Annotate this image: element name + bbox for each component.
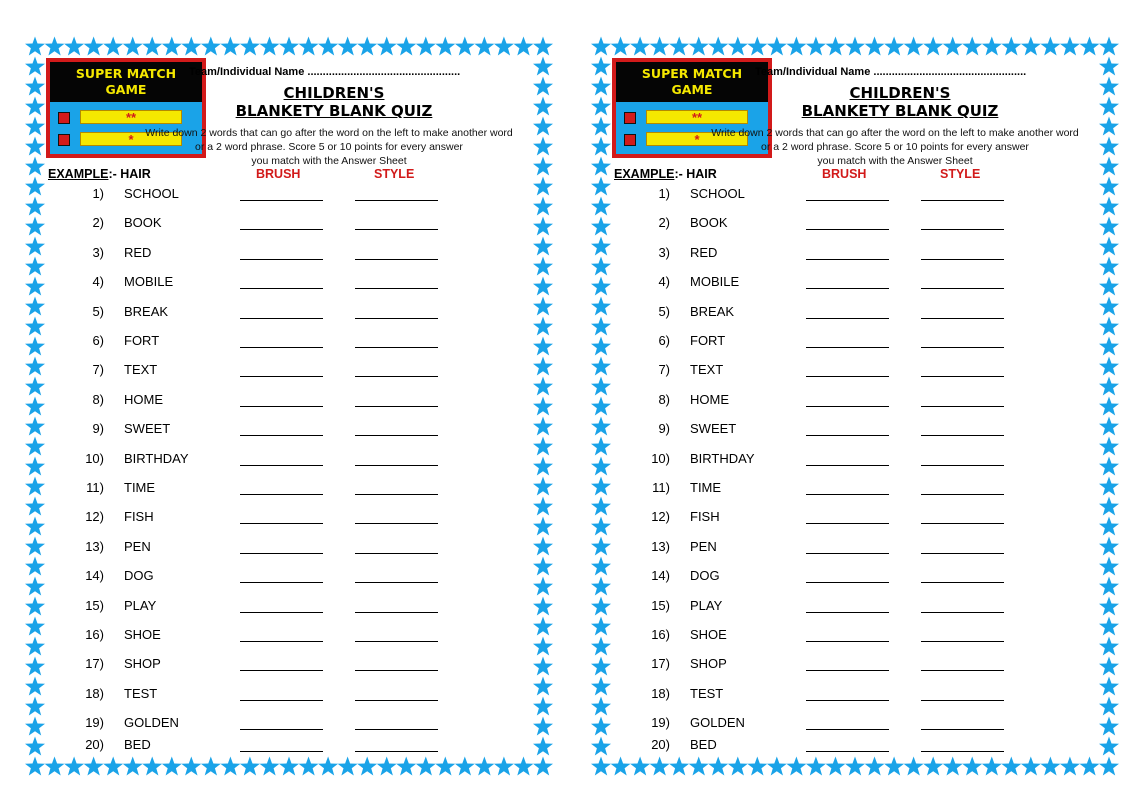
answer-1-blank[interactable] bbox=[806, 729, 889, 730]
answer-2-blank[interactable] bbox=[355, 465, 438, 466]
answer-1-blank[interactable] bbox=[240, 376, 323, 377]
logo-bar-2: * bbox=[646, 132, 748, 146]
answer-2-blank[interactable] bbox=[355, 523, 438, 524]
answer-1-blank[interactable] bbox=[806, 494, 889, 495]
question-row bbox=[24, 274, 554, 294]
example-answer-2: STYLE bbox=[940, 167, 981, 181]
answer-2-blank[interactable] bbox=[355, 229, 438, 230]
question-word: FORT bbox=[690, 333, 726, 348]
question-row bbox=[24, 245, 554, 265]
question-row bbox=[590, 362, 1120, 382]
logo-button-icon bbox=[58, 134, 70, 146]
question-number: 20) bbox=[85, 737, 104, 753]
question-number: 17) bbox=[651, 656, 670, 672]
question-number: 19) bbox=[651, 715, 670, 731]
answer-2-blank[interactable] bbox=[355, 641, 438, 642]
instruction-line: you match with the Answer Sheet bbox=[817, 155, 973, 167]
question-row bbox=[24, 186, 554, 206]
example-label: EXAMPLE bbox=[614, 167, 675, 181]
answer-2-blank[interactable] bbox=[921, 641, 1004, 642]
question-row bbox=[590, 480, 1120, 500]
example-word: HAIR bbox=[686, 167, 717, 181]
answer-2-blank[interactable] bbox=[355, 347, 438, 348]
answer-2-blank[interactable] bbox=[921, 751, 1004, 752]
answer-1-blank[interactable] bbox=[240, 523, 323, 524]
example-row bbox=[614, 167, 717, 181]
answer-2-blank[interactable] bbox=[355, 259, 438, 260]
answer-1-blank[interactable] bbox=[806, 288, 889, 289]
question-word: PEN bbox=[124, 538, 151, 554]
example-row bbox=[48, 167, 151, 181]
question-number: 4) bbox=[92, 274, 104, 290]
answer-1-blank[interactable] bbox=[240, 729, 323, 730]
team-name-label: Team/Individual Name .................................................. bbox=[189, 66, 461, 78]
answer-1-blank[interactable] bbox=[240, 259, 323, 260]
logo-line2: GAME bbox=[671, 82, 713, 97]
quiz-sheet-right bbox=[590, 36, 1120, 778]
question-number: 6) bbox=[92, 333, 104, 348]
answer-1-blank[interactable] bbox=[240, 347, 323, 348]
question-word: TIME bbox=[690, 480, 722, 495]
instructions bbox=[700, 126, 1090, 168]
logo-bar-1: ** bbox=[80, 110, 182, 124]
question-word: SWEET bbox=[124, 421, 171, 437]
question-number: 5) bbox=[92, 303, 104, 319]
question-number: 5) bbox=[658, 303, 670, 319]
answer-1-blank[interactable] bbox=[240, 641, 323, 642]
question-word: BOOK bbox=[690, 215, 728, 231]
logo-line1: SUPER MATCH bbox=[75, 66, 177, 81]
answer-2-blank[interactable] bbox=[921, 376, 1004, 377]
question-row bbox=[590, 333, 1120, 353]
answer-2-blank[interactable] bbox=[921, 229, 1004, 230]
question-word: HOME bbox=[124, 391, 163, 407]
question-word: SCHOOL bbox=[124, 186, 179, 201]
quiz-sheet-left bbox=[24, 36, 554, 778]
question-row bbox=[24, 568, 554, 588]
question-word: FORT bbox=[124, 333, 160, 348]
answer-2-blank[interactable] bbox=[921, 406, 1004, 407]
question-number: 10) bbox=[651, 450, 670, 466]
question-word: TEXT bbox=[124, 362, 158, 378]
question-number: 3) bbox=[658, 244, 670, 260]
answer-1-blank[interactable] bbox=[240, 229, 323, 230]
answer-2-blank[interactable] bbox=[355, 200, 438, 201]
answer-2-blank[interactable] bbox=[355, 670, 438, 671]
question-row bbox=[590, 421, 1120, 441]
question-word: DOG bbox=[690, 568, 720, 584]
question-word: BIRTHDAY bbox=[690, 450, 755, 466]
question-word: SWEET bbox=[690, 421, 737, 437]
instruction-line: Write down 2 words that can go after the word on the left to make another word bbox=[711, 127, 1079, 139]
answer-1-blank[interactable] bbox=[806, 376, 889, 377]
example-answer-1: BRUSH bbox=[822, 167, 867, 181]
question-row bbox=[24, 715, 554, 735]
answer-2-blank[interactable] bbox=[921, 612, 1004, 613]
question-word: SHOP bbox=[690, 656, 727, 672]
quiz-title-line2: BLANKETY BLANK QUIZ bbox=[801, 102, 999, 120]
quiz-title-line1: CHILDREN'S bbox=[283, 84, 385, 102]
question-number: 7) bbox=[658, 362, 670, 378]
question-word: SHOP bbox=[124, 656, 161, 672]
question-number: 15) bbox=[651, 597, 670, 613]
question-word: SCHOOL bbox=[690, 186, 745, 201]
question-number: 3) bbox=[92, 244, 104, 260]
question-row bbox=[24, 392, 554, 412]
question-row bbox=[590, 656, 1120, 676]
question-number: 18) bbox=[85, 685, 104, 701]
answer-2-blank[interactable] bbox=[921, 465, 1004, 466]
logo-line2: GAME bbox=[105, 82, 147, 97]
example-answer-1: BRUSH bbox=[256, 167, 301, 181]
question-row bbox=[24, 215, 554, 235]
question-row bbox=[590, 737, 1120, 757]
answer-2-blank[interactable] bbox=[921, 523, 1004, 524]
logo-bar-1: ** bbox=[646, 110, 748, 124]
question-row bbox=[24, 333, 554, 353]
answer-2-blank[interactable] bbox=[921, 318, 1004, 319]
question-word: BIRTHDAY bbox=[124, 450, 189, 466]
question-number: 16) bbox=[85, 627, 104, 642]
answer-2-blank[interactable] bbox=[921, 582, 1004, 583]
answer-2-blank[interactable] bbox=[921, 494, 1004, 495]
answer-2-blank[interactable] bbox=[355, 582, 438, 583]
question-number: 8) bbox=[658, 391, 670, 407]
answer-2-blank[interactable] bbox=[355, 318, 438, 319]
question-row bbox=[590, 715, 1120, 735]
question-number: 7) bbox=[92, 362, 104, 378]
question-number: 9) bbox=[658, 421, 670, 437]
question-number: 19) bbox=[85, 715, 104, 731]
example-separator: :- bbox=[108, 167, 121, 181]
question-word: RED bbox=[124, 244, 152, 260]
question-number: 17) bbox=[85, 656, 104, 672]
answer-1-blank[interactable] bbox=[806, 200, 889, 201]
question-row bbox=[590, 274, 1120, 294]
question-number: 10) bbox=[85, 450, 104, 466]
question-number: 14) bbox=[651, 568, 670, 584]
question-number: 11) bbox=[86, 480, 104, 495]
answer-1-blank[interactable] bbox=[806, 641, 889, 642]
question-word: TEST bbox=[124, 685, 158, 701]
answer-1-blank[interactable] bbox=[806, 347, 889, 348]
instruction-line: Write down 2 words that can go after the word on the left to make another word bbox=[145, 127, 513, 139]
question-word: GOLDEN bbox=[690, 715, 745, 731]
answer-2-blank[interactable] bbox=[921, 288, 1004, 289]
question-number: 4) bbox=[658, 274, 670, 290]
answer-2-blank[interactable] bbox=[921, 435, 1004, 436]
question-word: PLAY bbox=[690, 597, 723, 613]
question-word: BREAK bbox=[690, 303, 735, 319]
answer-1-blank[interactable] bbox=[240, 288, 323, 289]
instructions bbox=[134, 126, 524, 168]
example-word: HAIR bbox=[120, 167, 151, 181]
question-number: 2) bbox=[92, 215, 104, 231]
answer-1-blank[interactable] bbox=[806, 229, 889, 230]
question-row bbox=[590, 627, 1120, 647]
answer-2-blank[interactable] bbox=[921, 700, 1004, 701]
question-row bbox=[590, 568, 1120, 588]
question-word: GOLDEN bbox=[124, 715, 179, 731]
question-row bbox=[24, 421, 554, 441]
question-word: TIME bbox=[124, 480, 156, 495]
answer-2-blank[interactable] bbox=[355, 553, 438, 554]
question-word: TEXT bbox=[690, 362, 724, 378]
answer-1-blank[interactable] bbox=[806, 700, 889, 701]
answer-2-blank[interactable] bbox=[355, 700, 438, 701]
question-number: 20) bbox=[651, 737, 670, 753]
logo-bar-2: * bbox=[80, 132, 182, 146]
question-number: 9) bbox=[92, 421, 104, 437]
example-separator: :- bbox=[674, 167, 687, 181]
answer-1-blank[interactable] bbox=[240, 465, 323, 466]
answer-2-blank[interactable] bbox=[921, 200, 1004, 201]
question-word: TEST bbox=[690, 685, 724, 701]
question-word: BREAK bbox=[124, 303, 169, 319]
question-number: 8) bbox=[92, 391, 104, 407]
answer-2-blank[interactable] bbox=[355, 612, 438, 613]
logo-button-icon bbox=[624, 134, 636, 146]
answer-1-blank[interactable] bbox=[240, 318, 323, 319]
question-row bbox=[24, 480, 554, 500]
answer-1-blank[interactable] bbox=[806, 406, 889, 407]
answer-2-blank[interactable] bbox=[921, 259, 1004, 260]
answer-1-blank[interactable] bbox=[240, 435, 323, 436]
question-number: 1) bbox=[658, 186, 670, 201]
question-word: MOBILE bbox=[690, 274, 740, 290]
question-row bbox=[590, 509, 1120, 529]
question-number: 6) bbox=[658, 333, 670, 348]
answer-1-blank[interactable] bbox=[240, 700, 323, 701]
question-row bbox=[590, 304, 1120, 324]
question-row bbox=[24, 509, 554, 529]
question-row bbox=[24, 304, 554, 324]
answer-2-blank[interactable] bbox=[355, 376, 438, 377]
question-number: 13) bbox=[651, 538, 670, 554]
question-word: PLAY bbox=[124, 597, 157, 613]
quiz-title-line2: BLANKETY BLANK QUIZ bbox=[235, 102, 433, 120]
logo-line1: SUPER MATCH bbox=[641, 66, 743, 81]
question-word: MOBILE bbox=[124, 274, 174, 290]
answer-1-blank[interactable] bbox=[806, 523, 889, 524]
question-row bbox=[590, 245, 1120, 265]
question-number: 13) bbox=[85, 538, 104, 554]
question-row bbox=[590, 215, 1120, 235]
quiz-title-line1: CHILDREN'S bbox=[849, 84, 951, 102]
answer-1-blank[interactable] bbox=[806, 553, 889, 554]
question-row bbox=[590, 186, 1120, 206]
question-row bbox=[590, 451, 1120, 471]
question-number: 1) bbox=[92, 186, 104, 201]
question-row bbox=[24, 627, 554, 647]
question-word: PEN bbox=[690, 538, 717, 554]
question-number: 2) bbox=[658, 215, 670, 231]
question-word: FISH bbox=[690, 509, 720, 525]
question-number: 14) bbox=[85, 568, 104, 584]
question-row bbox=[24, 539, 554, 559]
answer-1-blank[interactable] bbox=[806, 751, 889, 752]
instruction-line: or a 2 word phrase. Score 5 or 10 points for every answer bbox=[761, 141, 1029, 153]
answer-1-blank[interactable] bbox=[240, 582, 323, 583]
question-number: 18) bbox=[651, 685, 670, 701]
question-row bbox=[24, 686, 554, 706]
question-row bbox=[24, 362, 554, 382]
answer-2-blank[interactable] bbox=[921, 670, 1004, 671]
question-word: BED bbox=[124, 737, 151, 753]
answer-2-blank[interactable] bbox=[921, 729, 1004, 730]
question-row bbox=[24, 656, 554, 676]
example-label: EXAMPLE bbox=[48, 167, 109, 181]
question-number: 12) bbox=[651, 509, 670, 525]
answer-1-blank[interactable] bbox=[806, 670, 889, 671]
question-row bbox=[590, 598, 1120, 618]
team-name-label: Team/Individual Name .................................................. bbox=[755, 66, 1027, 78]
answer-1-blank[interactable] bbox=[240, 406, 323, 407]
answer-1-blank[interactable] bbox=[240, 751, 323, 752]
question-row bbox=[24, 737, 554, 757]
logo-button-icon bbox=[58, 112, 70, 124]
instruction-line: you match with the Answer Sheet bbox=[251, 155, 407, 167]
answer-2-blank[interactable] bbox=[355, 751, 438, 752]
logo-button-icon bbox=[624, 112, 636, 124]
answer-2-blank[interactable] bbox=[355, 435, 438, 436]
answer-1-blank[interactable] bbox=[240, 670, 323, 671]
question-row bbox=[24, 451, 554, 471]
answer-1-blank[interactable] bbox=[806, 582, 889, 583]
question-word: RED bbox=[690, 244, 718, 260]
instruction-line: or a 2 word phrase. Score 5 or 10 points for every answer bbox=[195, 141, 463, 153]
answer-1-blank[interactable] bbox=[806, 318, 889, 319]
answer-2-blank[interactable] bbox=[921, 553, 1004, 554]
question-row bbox=[590, 686, 1120, 706]
question-row bbox=[24, 598, 554, 618]
answer-2-blank[interactable] bbox=[921, 347, 1004, 348]
answer-1-blank[interactable] bbox=[240, 200, 323, 201]
answer-2-blank[interactable] bbox=[355, 729, 438, 730]
question-word: HOME bbox=[690, 391, 729, 407]
answer-2-blank[interactable] bbox=[355, 288, 438, 289]
question-word: SHOE bbox=[690, 627, 727, 642]
question-row bbox=[590, 392, 1120, 412]
question-row bbox=[590, 539, 1120, 559]
answer-1-blank[interactable] bbox=[240, 494, 323, 495]
example-answer-2: STYLE bbox=[374, 167, 415, 181]
question-word: BED bbox=[690, 737, 717, 753]
answer-1-blank[interactable] bbox=[806, 435, 889, 436]
question-number: 16) bbox=[651, 627, 670, 642]
question-word: SHOE bbox=[124, 627, 161, 642]
question-word: BOOK bbox=[124, 215, 162, 231]
answer-1-blank[interactable] bbox=[806, 465, 889, 466]
answer-1-blank[interactable] bbox=[240, 612, 323, 613]
question-word: FISH bbox=[124, 509, 154, 525]
question-number: 15) bbox=[85, 597, 104, 613]
answer-1-blank[interactable] bbox=[806, 612, 889, 613]
answer-1-blank[interactable] bbox=[240, 553, 323, 554]
question-word: DOG bbox=[124, 568, 154, 584]
question-number: 12) bbox=[85, 509, 104, 525]
answer-2-blank[interactable] bbox=[355, 494, 438, 495]
answer-2-blank[interactable] bbox=[355, 406, 438, 407]
answer-1-blank[interactable] bbox=[806, 259, 889, 260]
question-number: 11) bbox=[652, 480, 670, 495]
